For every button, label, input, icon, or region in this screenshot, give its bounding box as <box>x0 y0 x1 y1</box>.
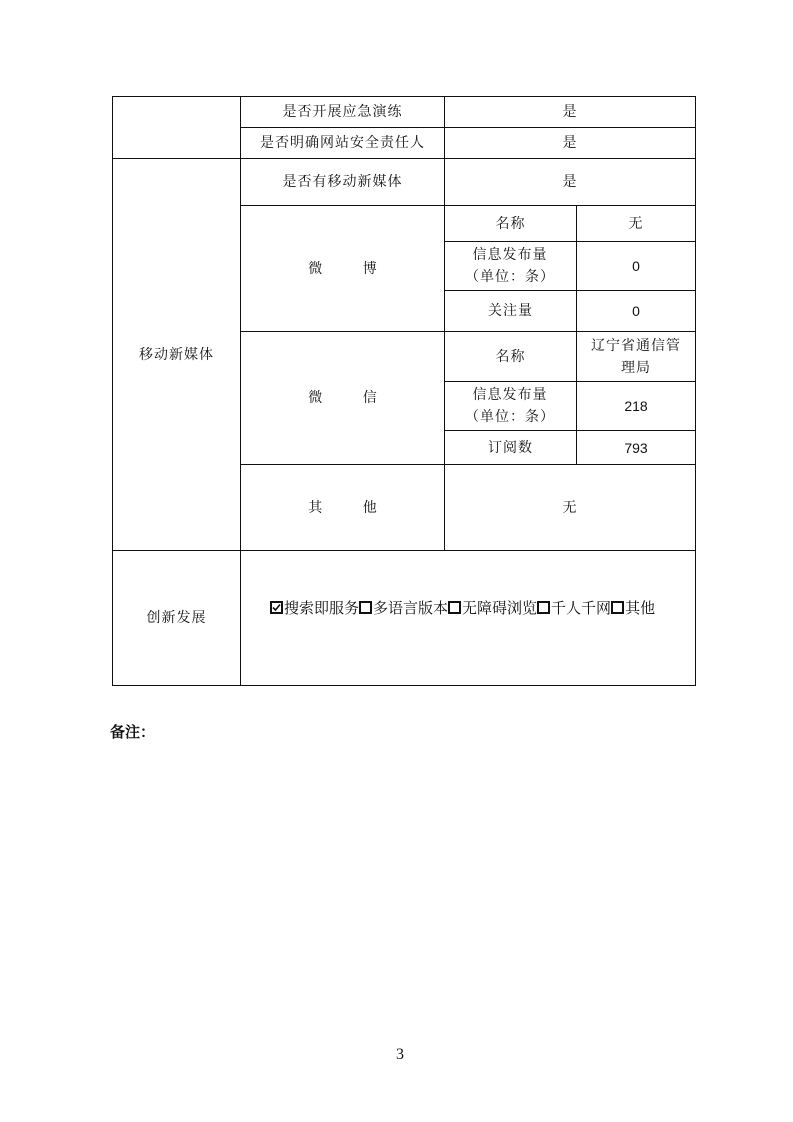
weibo-follow-label: 关注量 <box>488 303 533 319</box>
table-line <box>695 96 696 686</box>
option-multilingual[interactable] <box>359 597 448 618</box>
weibo-label: 微 博 <box>308 260 395 277</box>
option-accessibility[interactable] <box>448 597 537 618</box>
responsible-label: 是否明确网站安全责任人 <box>260 135 425 151</box>
checkbox-empty-icon[interactable] <box>537 601 550 614</box>
weibo-name-value: 无 <box>628 215 644 232</box>
weibo-name-label: 名称 <box>495 215 526 232</box>
checkbox-empty-icon[interactable] <box>611 601 624 614</box>
wechat-posts-value: 218 <box>624 398 648 414</box>
option-personalized[interactable] <box>537 597 611 618</box>
option-label: 搜索即服务 <box>284 598 360 617</box>
innovation-label: 创新发展 <box>146 610 207 626</box>
checkbox-checked-icon[interactable] <box>270 601 283 614</box>
weibo-posts-value: 0 <box>632 258 640 274</box>
drill-value: 是 <box>562 104 578 120</box>
responsible-value: 是 <box>562 135 578 151</box>
table-line <box>112 685 696 686</box>
has-mobile-label: 是否有移动新媒体 <box>282 174 403 190</box>
weibo-follow-value: 0 <box>632 303 640 319</box>
checkbox-empty-icon[interactable] <box>359 601 372 614</box>
checkbox-empty-icon[interactable] <box>448 601 461 614</box>
drill-label: 是否开展应急演练 <box>282 104 403 120</box>
page-number: 3 <box>396 1046 404 1063</box>
wechat-posts-label: 信息发布量（单位：条） <box>465 387 555 425</box>
option-label: 多语言版本 <box>373 598 449 617</box>
weibo-posts-label: 信息发布量（单位：条） <box>465 247 555 285</box>
other-value: 无 <box>562 499 578 516</box>
other-label: 其 他 <box>308 499 395 516</box>
note-label: 备注： <box>110 723 156 741</box>
mobile-media-section-label: 移动新媒体 <box>139 346 214 363</box>
option-label: 千人千网 <box>551 598 612 617</box>
option-label: 其他 <box>625 598 656 617</box>
wechat-sub-value: 793 <box>624 439 648 456</box>
wechat-name-value: 辽宁省通信管理局 <box>591 337 681 376</box>
wechat-sub-label: 订阅数 <box>488 439 533 456</box>
option-label: 无障碍浏览 <box>462 598 538 617</box>
wechat-name-label: 名称 <box>495 348 526 365</box>
option-other[interactable] <box>611 597 655 618</box>
has-mobile-value: 是 <box>562 174 578 190</box>
option-search-service[interactable] <box>270 597 359 618</box>
wechat-label: 微 信 <box>308 390 395 406</box>
innovation-options <box>270 596 655 618</box>
